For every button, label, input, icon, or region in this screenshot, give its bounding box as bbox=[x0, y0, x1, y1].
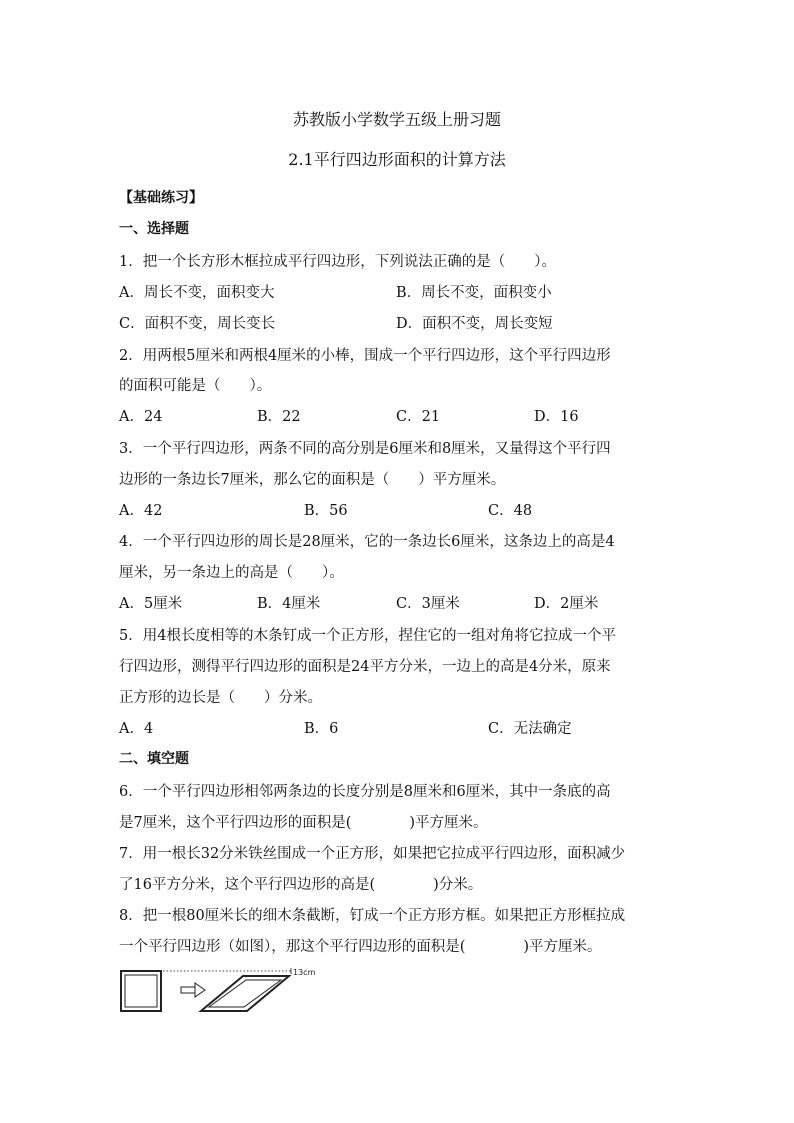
fill-in-blank-heading: 二、填空题 bbox=[119, 751, 189, 767]
question-2-option-c[interactable]: C．21 bbox=[396, 409, 441, 425]
question-6-line-1: 6．一个平行四边形相邻两条边的长度分别是8厘米和6厘米，其中一条底的高 bbox=[119, 784, 611, 800]
parallelogram-frame-inner bbox=[209, 980, 281, 1007]
question-3-line-2: 边形的一条边长7厘米，那么它的面积是（ ）平方厘米。 bbox=[119, 472, 506, 488]
arrow-right-icon bbox=[181, 983, 205, 997]
question-2-option-b[interactable]: B．22 bbox=[257, 409, 301, 425]
question-4-option-a[interactable]: A．5厘米 bbox=[119, 596, 183, 612]
question-4-line-1: 4．一个平行四边形的周长是28厘米，它的一条边长6厘米，这条边上的高是4 bbox=[119, 534, 615, 550]
question-5-option-a[interactable]: A．4 bbox=[119, 721, 154, 737]
question-2-options bbox=[119, 405, 679, 427]
question-2-option-d[interactable]: D．16 bbox=[534, 409, 579, 425]
question-3-option-c[interactable]: C．48 bbox=[488, 503, 533, 519]
question-2-line-2: 的面积可能是（ ）。 bbox=[119, 378, 272, 394]
question-5-options bbox=[119, 717, 679, 739]
question-8-line-2: 一个平行四边形（如图），那这个平行四边形的面积是( )平方厘米。 bbox=[119, 939, 602, 955]
question-6-line-2: 是7厘米，这个平行四边形的面积是( )平方厘米。 bbox=[119, 815, 488, 831]
question-3-line-1: 3．一个平行四边形，两条不同的高分别是6厘米和8厘米，又量得这个平行四 bbox=[119, 441, 611, 457]
question-5-line-1: 5．用4根长度相等的木条钉成一个正方形，捏住它的一组对角将它拉成一个平 bbox=[119, 628, 616, 644]
question-3-option-a[interactable]: A．42 bbox=[119, 503, 163, 519]
question-5-option-c[interactable]: C．无法确定 bbox=[488, 721, 572, 737]
question-5-option-b[interactable]: B．6 bbox=[304, 721, 339, 737]
question-1-options bbox=[119, 281, 679, 303]
question-1-text: 1．把一个长方形木框拉成平行四边形，下列说法正确的是（ ）。 bbox=[119, 254, 556, 270]
question-8-line-1: 8．把一根80厘米长的细木条截断，钉成一个正方形方框。如果把正方形框拉成 bbox=[119, 908, 626, 924]
question-4-option-d[interactable]: D．2厘米 bbox=[534, 596, 599, 612]
question-5-line-3: 正方形的边长是（ ）分米。 bbox=[119, 690, 322, 706]
question-5-line-2: 行四边形，测得平行四边形的面积是24平方分米，一边上的高是4分米，原来 bbox=[119, 659, 611, 675]
question-4-option-c[interactable]: C．3厘米 bbox=[396, 596, 460, 612]
question-7-line-1: 7．用一根长32分米铁丝围成一个正方形，如果把它拉成平行四边形，面积减少 bbox=[119, 846, 626, 862]
figure-label-13cm: 13cm bbox=[293, 968, 316, 977]
square-frame-outer bbox=[121, 971, 161, 1011]
question-1-options-row2 bbox=[119, 312, 679, 334]
question-4-options bbox=[119, 592, 679, 614]
question-1-option-a[interactable]: A．周长不变，面积变大 bbox=[119, 285, 275, 301]
question-7-line-2: 了16平方分米，这个平行四边形的高是( )分米。 bbox=[119, 877, 483, 893]
question-1-option-d[interactable]: D．面积不变，周长变短 bbox=[396, 316, 553, 332]
question-1-option-b[interactable]: B．周长不变，面积变小 bbox=[396, 285, 552, 301]
square-frame-inner bbox=[125, 975, 157, 1007]
question-4-line-2: 厘米，另一条边上的高是（ ）。 bbox=[119, 565, 344, 581]
question-4-option-b[interactable]: B．4厘米 bbox=[257, 596, 321, 612]
basic-practice-heading: 【基础练习】 bbox=[119, 190, 203, 206]
multiple-choice-heading: 一、选择题 bbox=[119, 221, 189, 237]
question-1-option-c[interactable]: C．面积不变，周长变长 bbox=[119, 316, 276, 332]
worksheet-title: 苏教版小学数学五级上册习题 bbox=[292, 110, 501, 129]
worksheet-subtitle: 2.1平行四边形面积的计算方法 bbox=[288, 150, 506, 169]
question-3-options bbox=[119, 499, 679, 521]
question-2-option-a[interactable]: A．24 bbox=[119, 409, 163, 425]
question-3-option-b[interactable]: B．56 bbox=[304, 503, 348, 519]
square-to-parallelogram-figure bbox=[119, 966, 349, 1014]
question-2-line-1: 2．用两根5厘米和两根4厘米的小棒，围成一个平行四边形，这个平行四边形 bbox=[119, 348, 611, 364]
